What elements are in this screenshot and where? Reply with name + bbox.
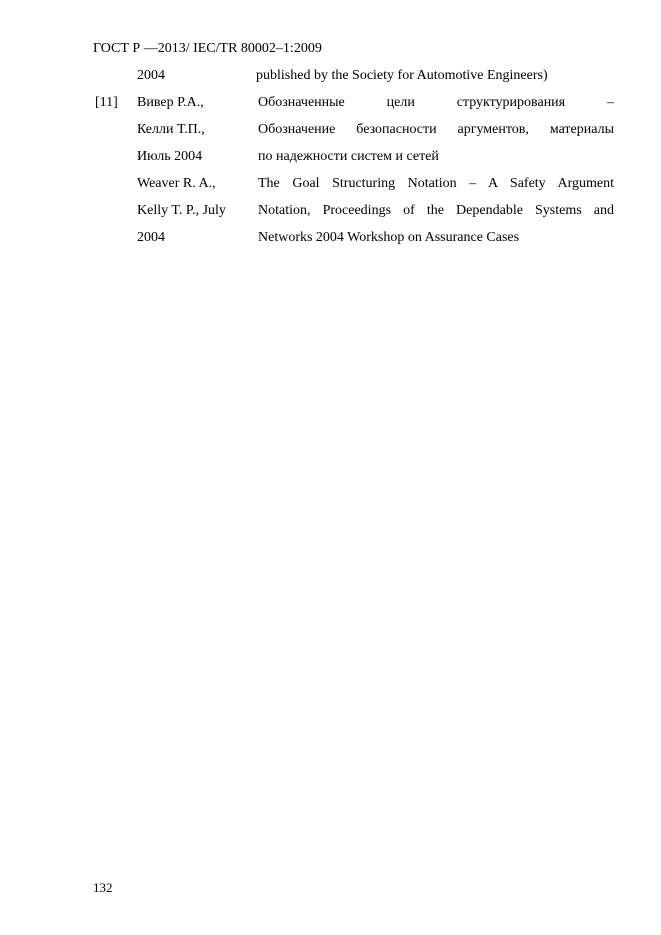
title-line: по надежности систем и сетей (258, 149, 439, 164)
page-number: 132 (93, 880, 113, 895)
reference-number: [11] (95, 95, 118, 110)
continuation-author: 2004 (137, 68, 165, 83)
reference-title (258, 95, 614, 257)
title-line: Networks 2004 Workshop on Assurance Cases (258, 230, 520, 245)
title-line: The Goal Structuring Notation – A Safety Argument (258, 176, 614, 191)
continuation-text: published by the Society for Automotive Engineers) (256, 68, 548, 83)
author-line: Weaver R. A., (137, 176, 216, 191)
title-line: Обозначение безопасности аргументов, материалы (258, 122, 614, 137)
title-line: Notation, Proceedings of the Dependable Systems and (258, 203, 614, 218)
author-line: Kelly T. P., July (137, 203, 226, 218)
author-line: 2004 (137, 230, 165, 245)
document-header: ГОСТ Р —2013/ IEC/TR 80002–1:2009 (93, 41, 322, 56)
author-line: Июль 2004 (137, 149, 203, 164)
reference-authors (137, 95, 252, 257)
author-line: Келли Т.П., (137, 122, 205, 137)
title-line: Обозначенные цели структурирования – (258, 95, 614, 110)
author-line: Вивер Р.А., (137, 95, 204, 110)
